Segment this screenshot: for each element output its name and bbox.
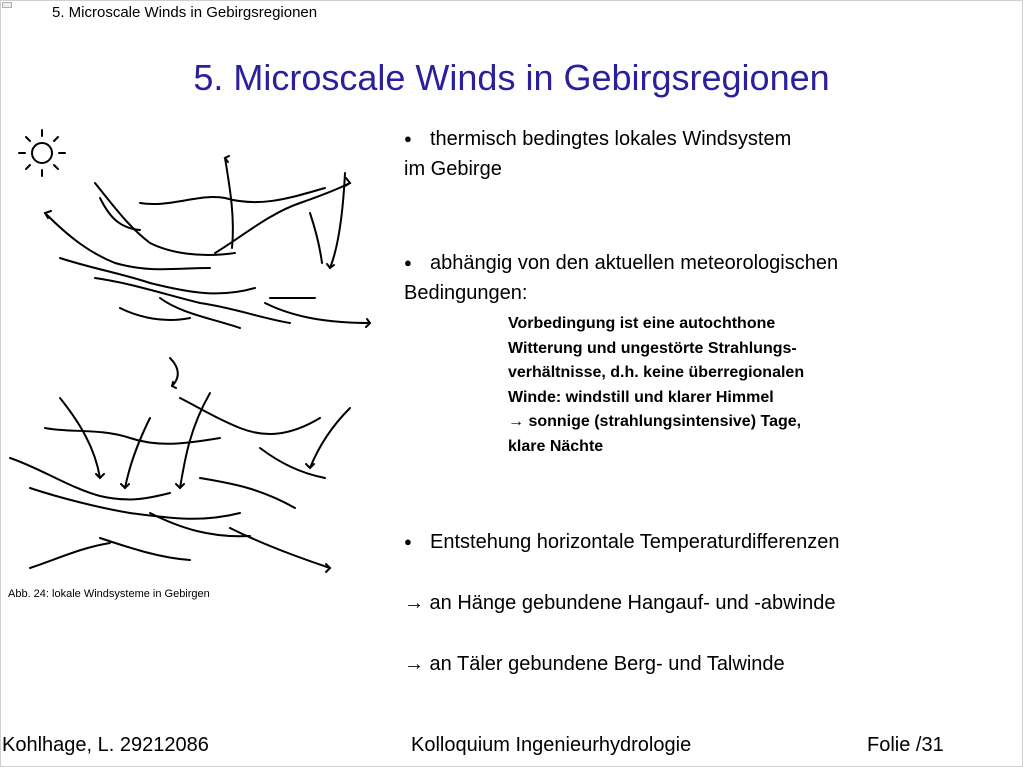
wind-systems-figure	[0, 118, 380, 588]
precondition-note	[508, 312, 804, 459]
bullet-1-text-line-1: thermisch bedingtes lokales Windsystem	[430, 128, 792, 150]
note-line: Vorbedingung ist eine autochthone	[508, 315, 776, 332]
footer-course: Kolloquium Ingenieurhydrologie	[411, 734, 692, 756]
consequence-slope-winds: → an Hänge gebundene Hangauf- und -abwinde	[404, 592, 836, 614]
bullet-2-text-line-1: abhängig von den aktuellen meteorologischen	[430, 252, 839, 274]
bullet-marker: ●	[404, 131, 412, 146]
bullet-marker: ●	[404, 255, 412, 270]
header-title: 5. Microscale Winds in Gebirgsregionen	[52, 4, 318, 21]
sun-icon	[19, 130, 65, 176]
figure-caption: Abb. 24: lokale Windsysteme in Gebirgen	[8, 588, 210, 600]
night-slope-winds-diagram	[10, 358, 350, 572]
note-line: verhältnisse, d.h. keine überregionalen	[508, 364, 805, 381]
day-slope-winds-diagram	[45, 156, 370, 328]
consequence-valley-winds: → an Täler gebundene Berg- und Talwinde	[404, 653, 785, 675]
page-title: 5. Microscale Winds in Gebirgsregionen	[193, 57, 830, 98]
slide-thumbnail-icon	[2, 2, 12, 8]
note-line: klare Nächte	[508, 437, 604, 455]
bullet-1	[404, 124, 791, 184]
bullet-3-text-line-1: Entstehung horizontale Temperaturdifferenzen	[430, 531, 840, 553]
note-line: → sonnige (strahlungsintensive) Tage,	[508, 413, 802, 430]
bullet-2-text-line-2: Bedingungen:	[404, 282, 528, 304]
note-line: Witterung und ungestörte Strahlungs-	[508, 339, 797, 357]
bullet-2	[404, 248, 838, 308]
footer-slide-number: Folie /31	[867, 734, 944, 756]
bullet-marker: ●	[404, 534, 412, 549]
note-line: Winde: windstill und klarer Himmel	[508, 388, 774, 406]
bullet-1-text-line-2: im Gebirge	[404, 158, 502, 180]
bullet-3	[404, 527, 840, 557]
footer-author: Kohlhage, L. 29212086	[2, 734, 209, 756]
